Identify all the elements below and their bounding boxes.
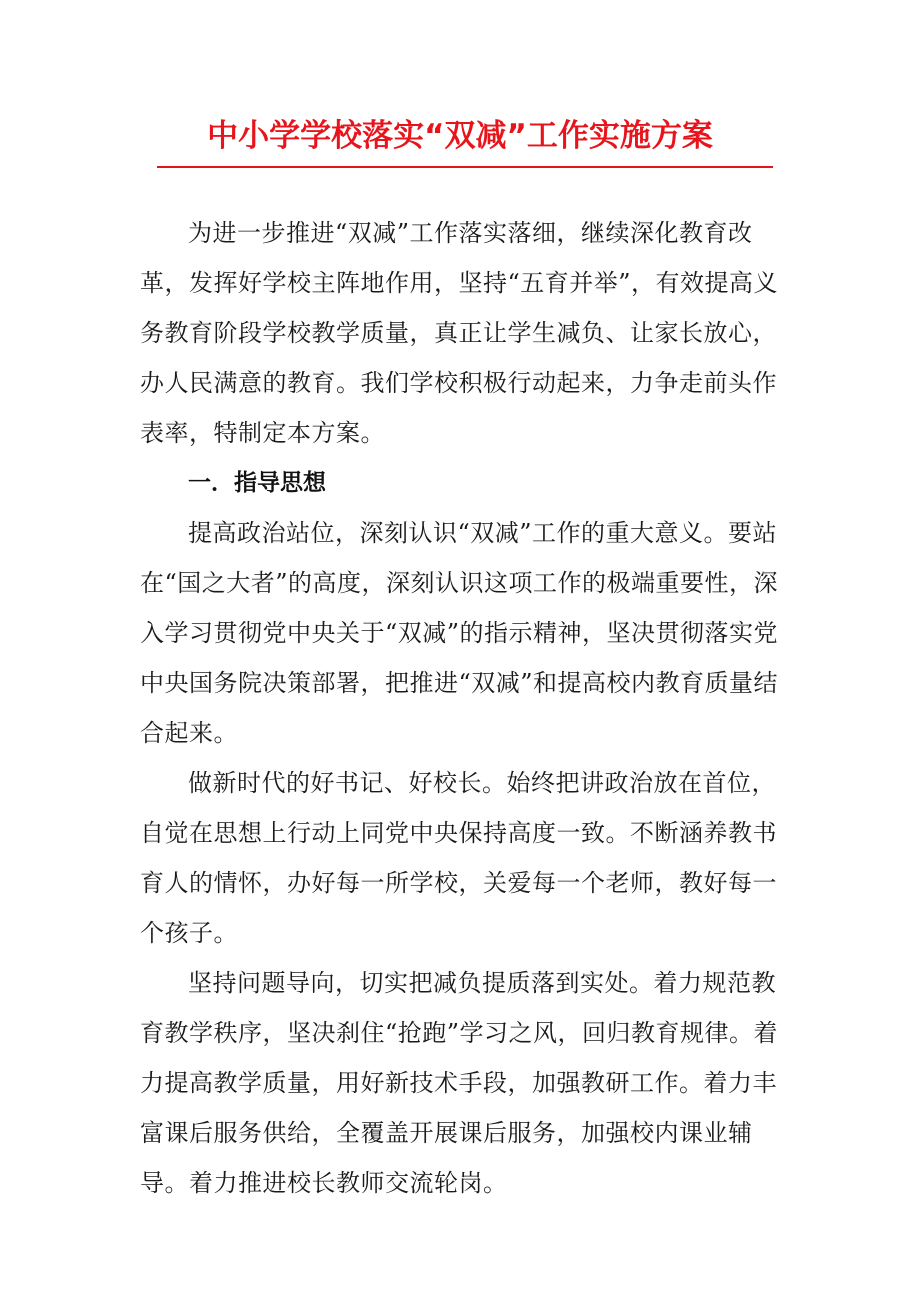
section-paragraph: 提高政治站位，深刻认识“双减”工作的重大意义。要站在“国之大者”的高度，深刻认识这项工作的极端重要性，深入学习贯彻党中央关于“双减”的指示精神，坚决贯彻落实党中央国务院决策部署，把推进“双减”和提高校内教育质量结合起来。 xyxy=(140,519,779,747)
section-heading-guiding-ideology: 一．指导思想 xyxy=(188,470,326,496)
document-title: 中小学学校落实“双减”工作实施方案 xyxy=(207,118,713,154)
section-paragraph: 做新时代的好书记、好校长。始终把讲政治放在首位，自觉在思想上行动上同党中央保持高度一致。不断涵养教书育人的情怀，办好每一所学校，关爱每一个老师，教好每一个孩子。 xyxy=(140,769,777,947)
document-body xyxy=(140,208,796,1208)
title-divider xyxy=(157,166,773,168)
section-paragraph: 坚持问题导向，切实把减负提质落到实处。着力规范教育教学秩序，坚决刹住“抢跑”学习之风，回归教育规律。着力提高教学质量，用好新技术手段，加强教研工作。着力丰富课后服务供给，全覆盖开展课后服务，加强校内课业辅导。着力推进校长教师交流轮岗。 xyxy=(140,969,779,1197)
intro-paragraph: 为进一步推进“双减”工作落实落细，继续深化教育改革，发挥好学校主阵地作用，坚持“五育并举”，有效提高义务教育阶段学校教学质量，真正让学生减负、让家长放心，办人民满意的教育。我们学校积极行动起来，力争走前头作表率，特制定本方案。 xyxy=(140,219,779,447)
